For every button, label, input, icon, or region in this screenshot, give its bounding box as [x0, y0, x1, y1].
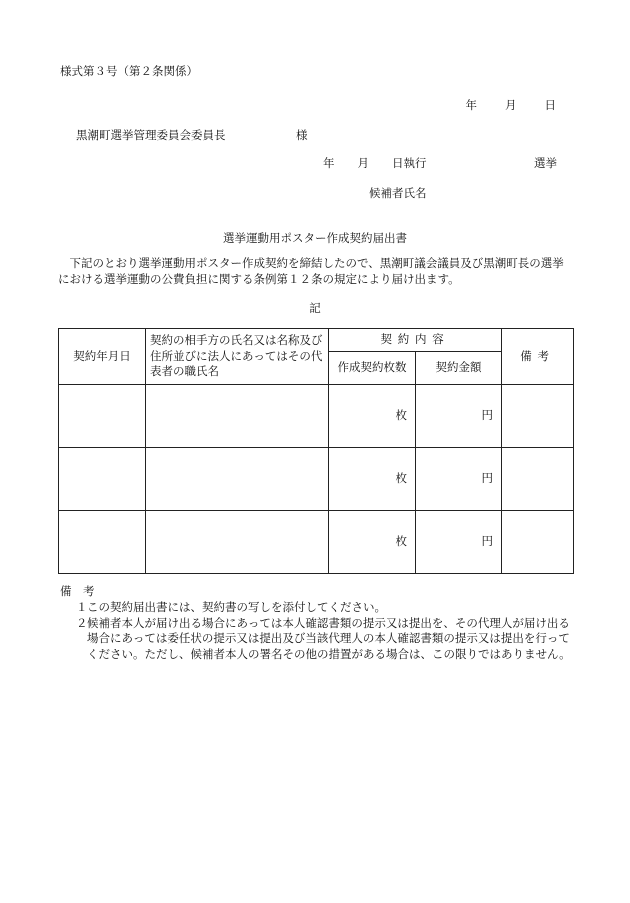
header-contract-amount: 契約金額: [416, 351, 502, 384]
cell-date[interactable]: [59, 384, 146, 447]
election-date-label: 年 月 日執行: [323, 156, 427, 170]
note-text: この契約届出書には、契約書の写しを添付してください。: [87, 600, 386, 614]
note-item: [60, 616, 572, 663]
addressee: 黒潮町選挙管理委員会委員長: [76, 128, 226, 142]
cell-amount[interactable]: 円: [416, 447, 502, 510]
header-contract-contents: 契約内容: [329, 329, 502, 352]
table-row: [59, 447, 574, 510]
header-sheet-count: 作成契約枚数: [329, 351, 416, 384]
document-title: 選挙運動用ポスター作成契約届出書: [223, 231, 407, 245]
cell-amount[interactable]: 円: [416, 510, 502, 573]
date-year-label: 年: [465, 98, 477, 112]
cell-remarks[interactable]: [502, 510, 574, 573]
election-type-label: 選挙: [534, 156, 557, 170]
cell-partner[interactable]: [146, 384, 329, 447]
cell-amount[interactable]: 円: [416, 384, 502, 447]
date-day-label: 日: [544, 98, 556, 112]
cell-sheets[interactable]: 枚: [329, 447, 416, 510]
honorific-sama: 様: [296, 128, 308, 142]
date-month-label: 月: [505, 98, 517, 112]
contract-table: [58, 328, 574, 574]
notes-list: [60, 600, 572, 662]
candidate-name-label: 候補者氏名: [369, 186, 427, 200]
header-remarks: 備考: [502, 329, 574, 385]
cell-partner[interactable]: [146, 510, 329, 573]
cell-date[interactable]: [59, 510, 146, 573]
notes-title: 備 考: [60, 584, 95, 598]
cell-partner[interactable]: [146, 447, 329, 510]
note-number: ２: [76, 615, 88, 630]
cell-date[interactable]: [59, 447, 146, 510]
header-contract-date: 契約年月日: [59, 329, 146, 385]
cell-remarks[interactable]: [502, 447, 574, 510]
cell-sheets[interactable]: 枚: [329, 384, 416, 447]
body-text: 下記のとおり選挙運動用ポスター作成契約を締結したので、黒潮町議会議員及び黒潮町長の選挙における選挙運動の公費負担に関する条例第１２条の規定により届け出ます。: [58, 256, 564, 287]
table-row: [59, 384, 574, 447]
cell-remarks[interactable]: [502, 384, 574, 447]
note-number: １: [76, 600, 88, 614]
form-number: 様式第３号（第２条関係）: [60, 64, 198, 78]
note-text: 候補者本人が届け出る場合にあっては本人確認書類の提示又は提出を、その代理人が届け出る場合にあっては委任状の提示又は提出及び当該代理人の本人確認書類の提示又は提出を行ってください。ただし、候補者本人の署名その他の措置がある場合は、この限りではありません。: [87, 615, 571, 661]
cell-sheets[interactable]: 枚: [329, 510, 416, 573]
ki-marker: 記: [309, 301, 321, 315]
note-item: [60, 600, 572, 616]
submission-date: [466, 98, 557, 114]
header-contract-partner: 契約の相手方の氏名又は名称及び住所並びに法人にあってはその代表者の職氏名: [146, 329, 329, 385]
table-row: [59, 510, 574, 573]
